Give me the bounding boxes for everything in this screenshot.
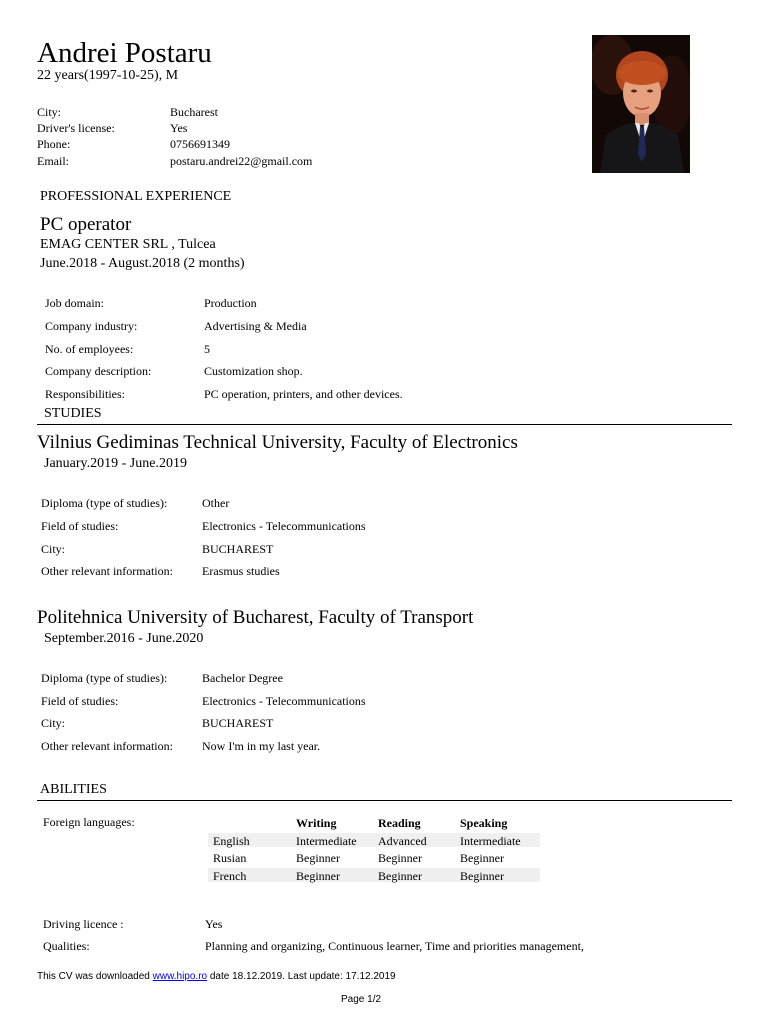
- download-note-suffix: date 18.12.2019. Last update: 17.12.2019: [207, 971, 396, 982]
- job-detail-label: Job domain:: [45, 296, 104, 310]
- hipo-link[interactable]: www.hipo.ro: [152, 971, 208, 982]
- job-title: PC operator: [40, 214, 132, 235]
- lang-col-header: Speaking: [460, 816, 508, 830]
- study-school: Politehnica University of Bucharest, Faculty of Transport: [37, 607, 474, 628]
- job-detail-value: PC operation, printers, and other devices.: [204, 387, 403, 401]
- lang-name: Rusian: [213, 851, 247, 865]
- languages-label: Foreign languages:: [43, 815, 135, 829]
- job-detail-value: Advertising & Media: [204, 319, 307, 333]
- job-detail-value: 5: [204, 342, 210, 356]
- lang-name: French: [213, 869, 247, 883]
- lang-col-header: Reading: [378, 816, 421, 830]
- job-detail-label: No. of employees:: [45, 342, 134, 356]
- download-note-prefix: This CV was downloaded: [37, 971, 153, 982]
- lang-level: Beginner: [460, 869, 504, 883]
- download-note: [37, 971, 396, 982]
- lang-level: Beginner: [378, 851, 422, 865]
- section-divider: [37, 424, 732, 425]
- study-detail-label: Other relevant information:: [41, 564, 173, 578]
- section-heading-experience: PROFESSIONAL EXPERIENCE: [40, 189, 232, 204]
- lang-level: Intermediate: [460, 834, 521, 848]
- contact-value-phone: 0756691349: [170, 137, 230, 151]
- contact-value-license: Yes: [170, 121, 188, 135]
- contact-label-phone: Phone:: [37, 137, 71, 151]
- lang-level: Beginner: [296, 851, 340, 865]
- lang-col-header: Writing: [296, 816, 337, 830]
- driving-licence-label: Driving licence :: [43, 917, 124, 931]
- section-heading-studies: STUDIES: [44, 406, 102, 421]
- lang-name: English: [213, 834, 250, 848]
- job-detail-value: Production: [204, 296, 257, 310]
- lang-level: Beginner: [296, 869, 340, 883]
- job-detail-label: Company description:: [45, 364, 152, 378]
- job-detail-label: Responsibilities:: [45, 387, 126, 401]
- contact-label-license: Driver's license:: [37, 121, 115, 135]
- study-detail-label: Other relevant information:: [41, 739, 173, 753]
- study-period: September.2016 - June.2020: [44, 631, 204, 646]
- contact-value-city: Bucharest: [170, 105, 218, 119]
- job-company: EMAG CENTER SRL , Tulcea: [40, 237, 216, 252]
- profile-photo: [592, 35, 690, 173]
- study-school: Vilnius Gediminas Technical University, Faculty of Electronics: [37, 432, 518, 453]
- job-detail-value: Customization shop.: [204, 364, 303, 378]
- study-detail-label: Diploma (type of studies):: [41, 671, 168, 685]
- qualities-label: Qualities:: [43, 939, 90, 953]
- study-period: January.2019 - June.2019: [44, 456, 187, 471]
- lang-level: Beginner: [378, 869, 422, 883]
- study-detail-label: City:: [41, 716, 66, 730]
- contact-label-email: Email:: [37, 154, 69, 168]
- driving-licence-value: Yes: [205, 917, 223, 931]
- study-detail-value: Electronics - Telecommunications: [202, 694, 366, 708]
- study-detail-value: Now I'm in my last year.: [202, 739, 321, 753]
- page-number: Page 1/2: [341, 994, 382, 1005]
- study-detail-value: Bachelor Degree: [202, 671, 283, 685]
- study-detail-value: BUCHAREST: [202, 542, 274, 556]
- job-period: June.2018 - August.2018 (2 months): [40, 256, 245, 271]
- lang-level: Intermediate: [296, 834, 357, 848]
- lang-level: Beginner: [460, 851, 504, 865]
- study-detail-value: BUCHAREST: [202, 716, 274, 730]
- lang-level: Advanced: [378, 834, 427, 848]
- study-detail-value: Electronics - Telecommunications: [202, 519, 366, 533]
- study-detail-label: City:: [41, 542, 66, 556]
- study-detail-label: Diploma (type of studies):: [41, 496, 168, 510]
- job-detail-label: Company industry:: [45, 319, 138, 333]
- section-heading-abilities: ABILITIES: [40, 782, 107, 797]
- contact-value-email: postaru.andrei22@gmail.com: [170, 154, 313, 168]
- qualities-value: Planning and organizing, Continuous learner, Time and priorities management,: [205, 939, 584, 953]
- study-detail-value: Erasmus studies: [202, 564, 280, 578]
- age-gender: 22 years(1997-10-25), M: [37, 68, 179, 83]
- profile-photo-illustration: [592, 35, 690, 173]
- contact-label-city: City:: [37, 105, 62, 119]
- study-detail-label: Field of studies:: [41, 694, 119, 708]
- candidate-name: Andrei Postaru: [37, 37, 212, 69]
- study-detail-label: Field of studies:: [41, 519, 119, 533]
- section-divider: [37, 800, 732, 801]
- study-detail-value: Other: [202, 496, 230, 510]
